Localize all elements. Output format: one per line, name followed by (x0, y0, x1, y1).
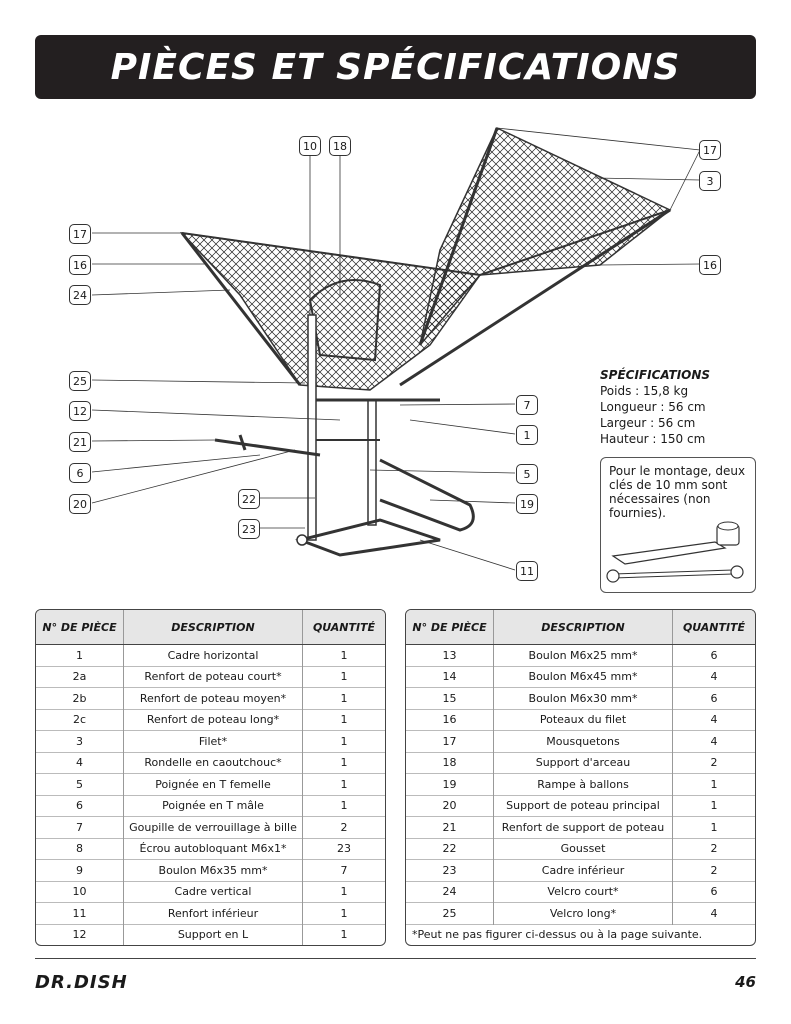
callout-11: 11 (516, 561, 538, 581)
quantity-cell: 4 (673, 903, 756, 925)
quantity-cell: 4 (673, 709, 756, 731)
table-row (36, 774, 385, 796)
description-cell: Poteaux du filet (494, 709, 673, 731)
table-row (36, 817, 385, 839)
parts-table-right-body (406, 645, 755, 946)
table-row (406, 838, 755, 860)
quantity-cell: 2 (303, 817, 386, 839)
quantity-cell: 1 (673, 795, 756, 817)
part-number-cell: 3 (36, 731, 124, 753)
callout-23: 23 (238, 519, 260, 539)
callout-19: 19 (516, 494, 538, 514)
description-cell: Goupille de verrouillage à bille (124, 817, 303, 839)
part-number-cell: 2a (36, 666, 124, 688)
table-row (36, 666, 385, 688)
callout-10: 10 (299, 136, 321, 156)
description-cell: Cadre inférieur (494, 860, 673, 882)
table-footnote-row (406, 924, 755, 945)
part-number-cell: 20 (406, 795, 494, 817)
quantity-cell: 1 (303, 881, 386, 903)
description-cell: Renfort de poteau long* (124, 709, 303, 731)
table-row (36, 924, 385, 945)
description-cell: Boulon M6x30 mm* (494, 688, 673, 710)
quantity-cell: 23 (303, 838, 386, 860)
parts-table-right (405, 609, 756, 946)
table-row (36, 795, 385, 817)
description-cell: Boulon M6x25 mm* (494, 645, 673, 667)
part-number-cell: 11 (36, 903, 124, 925)
callout-6: 6 (69, 463, 91, 483)
col-description: DESCRIPTION (494, 610, 673, 645)
part-number-cell: 18 (406, 752, 494, 774)
table-row (406, 731, 755, 753)
quantity-cell: 1 (673, 817, 756, 839)
quantity-cell: 1 (303, 666, 386, 688)
part-number-cell: 2c (36, 709, 124, 731)
part-number-cell: 25 (406, 903, 494, 925)
part-number-cell: 5 (36, 774, 124, 796)
page-number: 46 (735, 973, 756, 991)
quantity-cell: 7 (303, 860, 386, 882)
description-cell: Velcro court* (494, 881, 673, 903)
specifications (600, 367, 710, 447)
table-row (36, 731, 385, 753)
col-quantity: QUANTITÉ (673, 610, 756, 645)
part-number-cell: 24 (406, 881, 494, 903)
description-cell: Poignée en T femelle (124, 774, 303, 796)
part-number-cell: 8 (36, 838, 124, 860)
quantity-cell: 2 (673, 860, 756, 882)
parts-table-left-body (36, 645, 385, 946)
table-row (406, 666, 755, 688)
assembly-note-text: Pour le montage, deux clés de 10 mm sont nécessaires (non fournies). (609, 464, 746, 520)
description-cell: Renfort de support de poteau (494, 817, 673, 839)
table-row (406, 860, 755, 882)
table-row (36, 838, 385, 860)
quantity-cell: 1 (340, 648, 348, 662)
part-number-cell: 6 (36, 795, 124, 817)
description-cell: Renfort de poteau court* (124, 666, 303, 688)
callout-17-right: 17 (699, 140, 721, 160)
table-row (36, 645, 385, 667)
table-row (406, 817, 755, 839)
table-row (406, 795, 755, 817)
page-title: PIÈCES ET SPÉCIFICATIONS (110, 46, 681, 88)
spec-width: Largeur : 56 cm (600, 416, 696, 430)
callout-7: 7 (516, 395, 538, 415)
specs-title: SPÉCIFICATIONS (600, 368, 711, 382)
table-row (36, 688, 385, 710)
description-cell: Renfort inférieur (124, 903, 303, 925)
part-number-cell: 23 (406, 860, 494, 882)
callout-18: 18 (329, 136, 351, 156)
table-row (36, 709, 385, 731)
description-cell: Cadre horizontal (124, 645, 303, 667)
quantity-cell: 6 (673, 688, 756, 710)
table-row (406, 709, 755, 731)
table-row (406, 688, 755, 710)
table-row (406, 881, 755, 903)
quantity-cell: 1 (303, 795, 386, 817)
callout-17-left: 17 (69, 224, 91, 244)
part-number-cell: 2b (36, 688, 124, 710)
part-number-cell: 17 (406, 731, 494, 753)
part-number-cell: 12 (36, 924, 124, 945)
part-number-cell: 21 (406, 817, 494, 839)
part-number-cell: 1 (36, 645, 124, 667)
quantity-cell: 6 (710, 648, 718, 662)
assembly-note (600, 457, 756, 593)
col-description: DESCRIPTION (124, 610, 303, 645)
part-number-cell: 14 (406, 666, 494, 688)
description-cell: Support d'arceau (494, 752, 673, 774)
part-number-cell: 16 (406, 709, 494, 731)
callout-25: 25 (69, 371, 91, 391)
description-cell: Support en L (124, 924, 303, 945)
callout-21: 21 (69, 432, 91, 452)
part-number-cell: 22 (406, 838, 494, 860)
table-footnote: *Peut ne pas figurer ci-dessus ou à la page suivante. (406, 924, 755, 945)
quantity-cell: 1 (303, 903, 386, 925)
callout-16-right: 16 (699, 255, 721, 275)
quantity-cell: 1 (673, 774, 756, 796)
quantity-cell: 1 (303, 924, 386, 945)
callout-20: 20 (69, 494, 91, 514)
callout-12: 12 (69, 401, 91, 421)
callout-1: 1 (516, 425, 538, 445)
description-cell: Poignée en T mâle (124, 795, 303, 817)
quantity-cell: 1 (303, 752, 386, 774)
table-row (36, 903, 385, 925)
part-number-cell: 15 (406, 688, 494, 710)
col-part-number: N° DE PIÈCE (406, 610, 494, 645)
brand-logo: DR.DISH (35, 972, 128, 993)
callout-3: 3 (699, 171, 721, 191)
quantity-cell: 1 (303, 688, 386, 710)
col-part-number: N° DE PIÈCE (36, 610, 124, 645)
table-row (36, 752, 385, 774)
description-cell: Gousset (494, 838, 673, 860)
footer-divider (35, 958, 756, 959)
quantity-cell: 2 (673, 838, 756, 860)
page-title-banner (35, 35, 756, 99)
description-cell: Cadre vertical (124, 881, 303, 903)
callout-16-left: 16 (69, 255, 91, 275)
quantity-cell: 4 (673, 731, 756, 753)
quantity-cell: 1 (303, 731, 386, 753)
quantity-cell: 1 (303, 709, 386, 731)
description-cell: Renfort de poteau moyen* (124, 688, 303, 710)
part-number-cell: 19 (406, 774, 494, 796)
description-cell: Mousquetons (494, 731, 673, 753)
spec-height: Hauteur : 150 cm (600, 432, 706, 446)
description-cell: Écrou autobloquant M6x1* (124, 838, 303, 860)
description-cell: Rondelle en caoutchouc* (124, 752, 303, 774)
table-row (36, 881, 385, 903)
description-cell: Rampe à ballons (494, 774, 673, 796)
callout-22: 22 (238, 489, 260, 509)
quantity-cell: 6 (673, 881, 756, 903)
spec-length: Longueur : 56 cm (600, 400, 706, 414)
table-row (406, 752, 755, 774)
part-number-cell: 9 (36, 860, 124, 882)
quantity-cell: 4 (673, 666, 756, 688)
description-cell: Boulon M6x45 mm* (494, 666, 673, 688)
part-number-cell: 13 (406, 645, 494, 667)
table-row (36, 860, 385, 882)
part-number-cell: 10 (36, 881, 124, 903)
table-row (406, 774, 755, 796)
quantity-cell: 2 (673, 752, 756, 774)
table-row (406, 645, 755, 667)
table-row (406, 903, 755, 925)
col-quantity: QUANTITÉ (303, 610, 386, 645)
callout-5: 5 (516, 464, 538, 484)
description-cell: Boulon M6x35 mm* (124, 860, 303, 882)
quantity-cell: 1 (303, 774, 386, 796)
wrench-icon (605, 520, 755, 590)
description-cell: Filet* (124, 731, 303, 753)
parts-table-left (35, 609, 386, 946)
callout-24: 24 (69, 285, 91, 305)
part-number-cell: 7 (36, 817, 124, 839)
description-cell: Support de poteau principal (494, 795, 673, 817)
spec-weight: Poids : 15,8 kg (600, 384, 689, 398)
description-cell: Velcro long* (494, 903, 673, 925)
part-number-cell: 4 (36, 752, 124, 774)
